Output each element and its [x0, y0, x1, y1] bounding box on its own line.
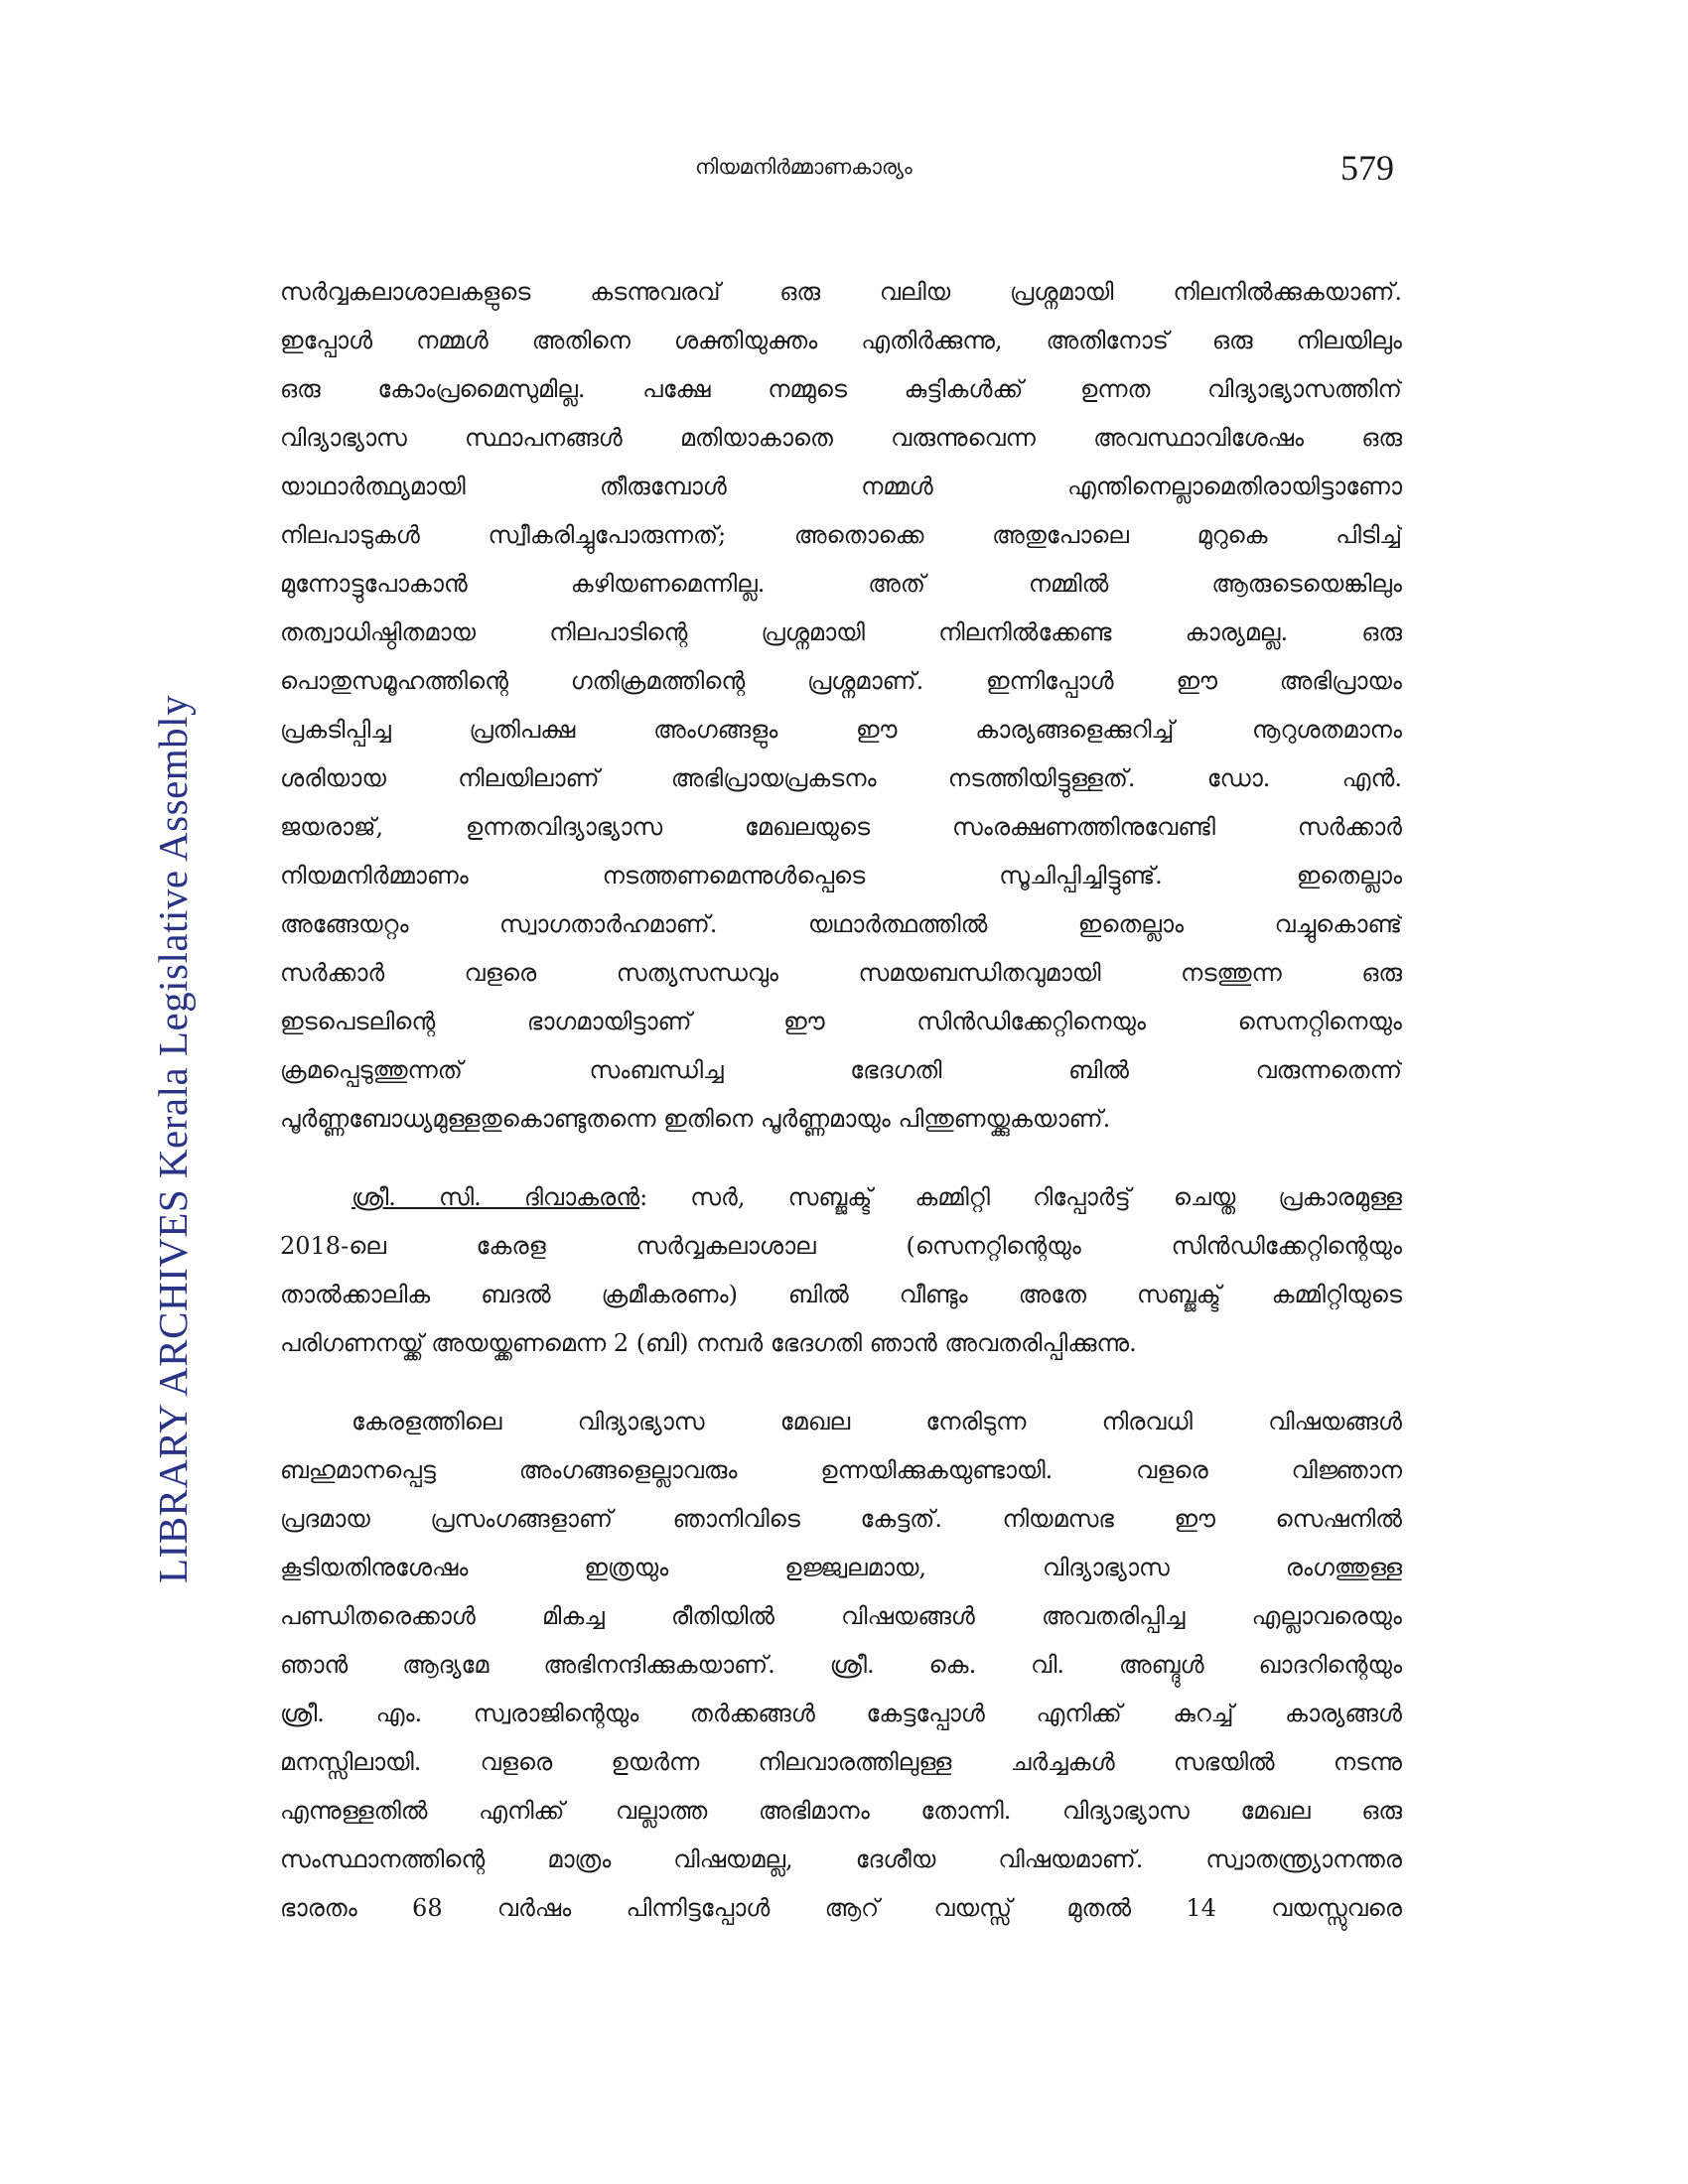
- text-line: സർക്കാർ വളരെ സത്യസന്ധവും സമയബന്ധിതവുമായി നടത്തുന്ന ഒരു: [280, 959, 1402, 987]
- paragraph-gap: [280, 1144, 1402, 1173]
- text-line: ശ്രീ. എം. സ്വരാജിന്റെയും തർക്കങ്ങൾ കേട്ടപ്പോൾ എനിക്ക് കുറച്ച് കാര്യങ്ങൾ: [280, 1700, 1402, 1727]
- running-title: നിയമനിർമ്മാണകാര്യം: [695, 155, 913, 179]
- page-number: 579: [1340, 148, 1394, 188]
- text-line: സംസ്ഥാനത്തിന്റെ മാത്രം വിഷയമല്ല, ദേശീയ വിഷയമാണ്. സ്വാതന്ത്ര്യാനന്തര: [280, 1845, 1402, 1873]
- text-line: ഇടപെടലിന്റെ ഭാഗമായിട്ടാണ് ഈ സിൻഡിക്കേറ്റിനെയും സെനറ്റിനെയും: [280, 1008, 1402, 1035]
- text-line: ജയരാജ്, ഉന്നതവിദ്യാഭ്യാസ മേഖലയുടെ സംരക്ഷണത്തിനുവേണ്ടി സർക്കാർ: [280, 813, 1402, 841]
- speaker-name: ശ്രീ. സി. ദിവാകരൻ: [352, 1183, 640, 1211]
- text-line: ഒരു കോംപ്രമൈസുമില്ല. പക്ഷേ നമ്മുടെ കുട്ടികൾക്ക് ഉന്നത വിദ്യാഭ്യാസത്തിന്: [280, 375, 1402, 403]
- speaker-statement: : സർ, സബ്ജക്ട് കമ്മിറ്റി റിപ്പോർട്ട് ചെയ്ത പ്രകാരമുള്ള: [639, 1183, 1402, 1211]
- text-line: മുന്നോട്ടുപോകാൻ കഴിയണമെന്നില്ല. അത് നമ്മിൽ ആരുടെയെങ്കിലും: [280, 570, 1402, 598]
- text-line: പ്രദമായ പ്രസംഗങ്ങളാണ് ഞാനിവിടെ കേട്ടത്. നിയമസഭ ഈ സെഷനിൽ: [280, 1505, 1402, 1533]
- text-line: 2018-ലെ കേരള സർവ്വകലാശാല (സെനറ്റിന്റെയും സിൻഡിക്കേറ്റിന്റെയും: [280, 1232, 1402, 1260]
- text-line: ഭാരതം 68 വർഷം പിന്നിട്ടപ്പോൾ ആറ് വയസ്സ് മുതൽ 14 വയസ്സുവരെ: [280, 1894, 1402, 1922]
- text-line: ക്രമപ്പെടുത്തുന്നത് സംബന്ധിച്ച ഭേദഗതി ബിൽ വരുന്നതെന്ന്: [280, 1056, 1402, 1084]
- archive-watermark: LIBRARY ARCHIVES Kerala Legislative Assembly: [150, 694, 196, 1583]
- text-line: വിദ്യാഭ്യാസ സ്ഥാപനങ്ങൾ മതിയാകാതെ വരുന്നുവെന്ന അവസ്ഥാവിശേഷം ഒരു: [280, 424, 1402, 452]
- text-line: എന്നുള്ളതിൽ എനിക്ക് വല്ലാത്ത അഭിമാനം തോന്നി. വിദ്യാഭ്യാസ മേഖല ഒരു: [280, 1797, 1402, 1825]
- text-line: സർവ്വകലാശാലകളുടെ കടന്നുവരവ് ഒരു വലിയ പ്രശ്നമായി നിലനിൽക്കുകയാണ്.: [280, 278, 1402, 306]
- text-line: ശരിയായ നിലയിലാണ് അഭിപ്രായപ്രകടനം നടത്തിയിട്ടുള്ളത്. ഡോ. എൻ.: [280, 764, 1402, 792]
- text-line: തത്വാധിഷ്ഠിതമായ നിലപാടിന്റെ പ്രശ്നമായി നിലനിൽക്കേണ്ട കാര്യമല്ല. ഒരു: [280, 618, 1402, 646]
- text-line: ഇപ്പോൾ നമ്മൾ അതിനെ ശക്തിയുക്തം എതിർക്കുന്നു, അതിനോട് ഒരു നിലയിലും: [280, 327, 1402, 354]
- paragraph-3: [280, 1398, 1402, 1933]
- text-line: യാഥാർത്ഥ്യമായി തീരുമ്പോൾ നമ്മൾ എന്തിനെല്ലാമെതിരായിട്ടാണോ: [280, 473, 1402, 500]
- text-line: പരിഗണനയ്ക്ക് അയയ്ക്കണമെന്ന 2 (ബി) നമ്പർ ഭേദഗതി ഞാൻ അവതരിപ്പിക്കുന്നു.: [280, 1329, 1137, 1357]
- paragraph-gap: [280, 1368, 1402, 1398]
- text-line: ബഹുമാനപ്പെട്ട അംഗങ്ങളെല്ലാവരും ഉന്നയിക്കുകയുണ്ടായി. വളരെ വിജ്ഞാന: [280, 1456, 1402, 1484]
- text-line: [280, 1398, 1402, 1446]
- paragraph-1: [280, 268, 1402, 1144]
- text-line: പ്രകടിപ്പിച്ച പ്രതിപക്ഷ അംഗങ്ങളും ഈ കാര്യങ്ങളെക്കുറിച്ച് നൂറുശതമാനം: [280, 716, 1402, 744]
- text-line: പൊതുസമൂഹത്തിന്റെ ഗതിക്രമത്തിന്റെ പ്രശ്നമാണ്. ഇന്നിപ്പോൾ ഈ അഭിപ്രായം: [280, 667, 1402, 695]
- text-line: പണ്ഡിതരെക്കാൾ മികച്ച രീതിയിൽ വിഷയങ്ങൾ അവതരിപ്പിച്ച എല്ലാവരെയും: [280, 1602, 1402, 1630]
- text-line: പൂർണ്ണബോധ്യമുള്ളതുകൊണ്ടുതന്നെ ഇതിനെ പൂർണ്ണമായും പിന്തുണയ്ക്കുകയാണ്.: [280, 1105, 1111, 1133]
- speaker-line: [280, 1173, 1402, 1222]
- page-body: [280, 268, 1402, 1933]
- text-line: കൂടിയതിനുശേഷം ഇത്രയും ഉജ്ജ്വലമായ, വിദ്യാഭ്യാസ രംഗത്തുള്ള: [280, 1554, 1402, 1581]
- paragraph-2: [280, 1173, 1402, 1368]
- text-line: മനസ്സിലായി. വളരെ ഉയർന്ന നിലവാരത്തിലുള്ള ചർച്ചകൾ സഭയിൽ നടന്നു: [280, 1748, 1402, 1776]
- text-line: നിയമനിർമ്മാണം നടത്തണമെന്നുൾപ്പെടെ സൂചിപ്പിച്ചിട്ടുണ്ട്. ഇതെല്ലാം: [280, 862, 1402, 889]
- text-line-content: കേരളത്തിലെ വിദ്യാഭ്യാസ മേഖല നേരിടുന്ന നിരവധി വിഷയങ്ങൾ: [352, 1408, 1402, 1435]
- text-line: താൽക്കാലിക ബദൽ ക്രമീകരണം) ബിൽ വീണ്ടും അതേ സബ്ജക്ട് കമ്മിറ്റിയുടെ: [280, 1281, 1402, 1308]
- text-line: നിലപാടുകൾ സ്വീകരിച്ചുപോരുന്നത്; അതൊക്കെ അതുപോലെ മുറുകെ പിടിച്ച്: [280, 521, 1402, 549]
- page-header: [0, 147, 1688, 197]
- text-line: ഞാൻ ആദ്യമേ അഭിനന്ദിക്കുകയാണ്. ശ്രീ. കെ. വി. അബ്ദുൾ ഖാദറിന്റെയും: [280, 1651, 1402, 1679]
- text-line: അങ്ങേയറ്റം സ്വാഗതാർഹമാണ്. യഥാർത്ഥത്തിൽ ഇതെല്ലാം വച്ചുകൊണ്ട്: [280, 910, 1402, 938]
